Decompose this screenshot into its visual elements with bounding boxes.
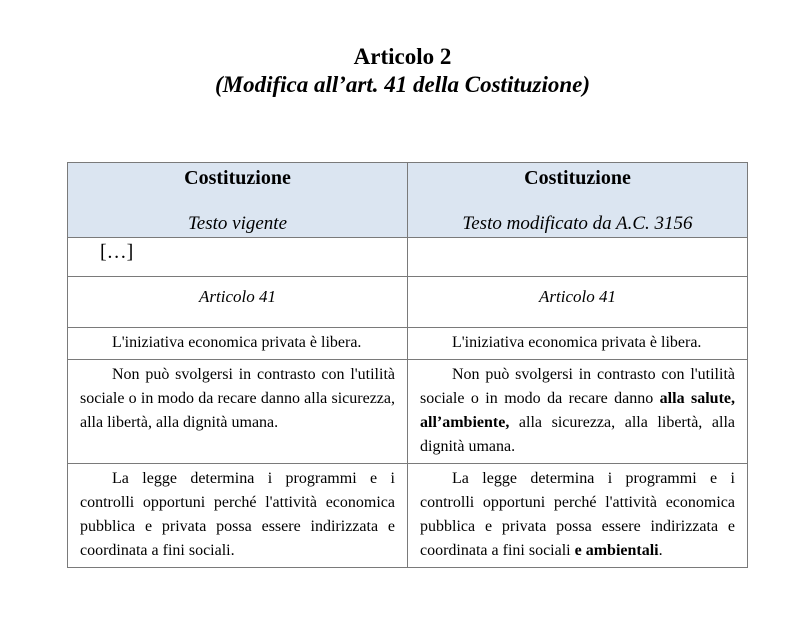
paragraph-2-right-part-a: Non può svolgersi in contrasto con l'utilità sociale o in modo da recare danno (420, 366, 735, 407)
ellipsis-text: […] (100, 241, 134, 263)
table-row (68, 464, 748, 568)
paragraph-2-right-part-b: alla sicurezza, alla libertà, alla dignità umana. (420, 414, 735, 455)
table-row (68, 360, 748, 464)
table-row (68, 238, 748, 277)
paragraph-3-right-part-a: La legge determina i programmi e i controlli opportuni perché l'attività economica pubblica e privata possa essere indirizzata e coordinata a fini sociali (420, 470, 735, 559)
paragraph-2-left (68, 360, 408, 464)
paragraph-1-right (408, 328, 748, 360)
table-row (68, 277, 748, 328)
table-header-row (68, 163, 748, 238)
ellipsis-cell-right (408, 238, 748, 277)
article-subtitle: (Modifica all’art. 41 della Costituzione) (214, 72, 591, 97)
paragraph-3-left-text: La legge determina i programmi e i controlli opportuni perché l'attività economica pubblica e privata possa essere indirizzata e coordinata a fini sociali. (80, 470, 395, 559)
header-cell-right (408, 163, 748, 238)
comparison-table (67, 162, 748, 568)
ellipsis-cell-left (68, 238, 408, 277)
article-title: Articolo 2 (353, 44, 452, 69)
paragraph-1-right-text: L'iniziativa economica privata è libera. (452, 334, 702, 351)
article-label-right: Articolo 41 (539, 287, 616, 306)
paragraph-3-right-part-b: . (658, 542, 663, 559)
header-left-subtitle: Testo vigente (187, 213, 288, 234)
paragraph-2-right-bold: alla salute, all’ambiente, (420, 390, 736, 431)
article-label-left: Articolo 41 (199, 287, 276, 306)
header-right-subtitle: Testo modificato da A.C. 3156 (462, 213, 693, 234)
header-cell-left (68, 163, 408, 238)
header-left-title: Costituzione (184, 167, 291, 189)
article-cell-right (408, 277, 748, 328)
paragraph-3-right-text (408, 464, 747, 567)
article-cell-left (68, 277, 408, 328)
paragraph-2-right-text (408, 360, 747, 463)
paragraph-3-right-bold: e ambientali (574, 542, 659, 559)
paragraph-1-left (68, 328, 408, 360)
header-right-title: Costituzione (524, 167, 631, 189)
paragraph-1-left-text: L'iniziativa economica privata è libera. (112, 334, 362, 351)
paragraph-2-right (408, 360, 748, 464)
paragraph-2-left-text: Non può svolgersi in contrasto con l'utilità sociale o in modo da recare danno alla sicurezza, alla libertà, alla dignità umana. (80, 366, 395, 431)
paragraph-3-left (68, 464, 408, 568)
table-row (68, 328, 748, 360)
paragraph-3-right (408, 464, 748, 568)
